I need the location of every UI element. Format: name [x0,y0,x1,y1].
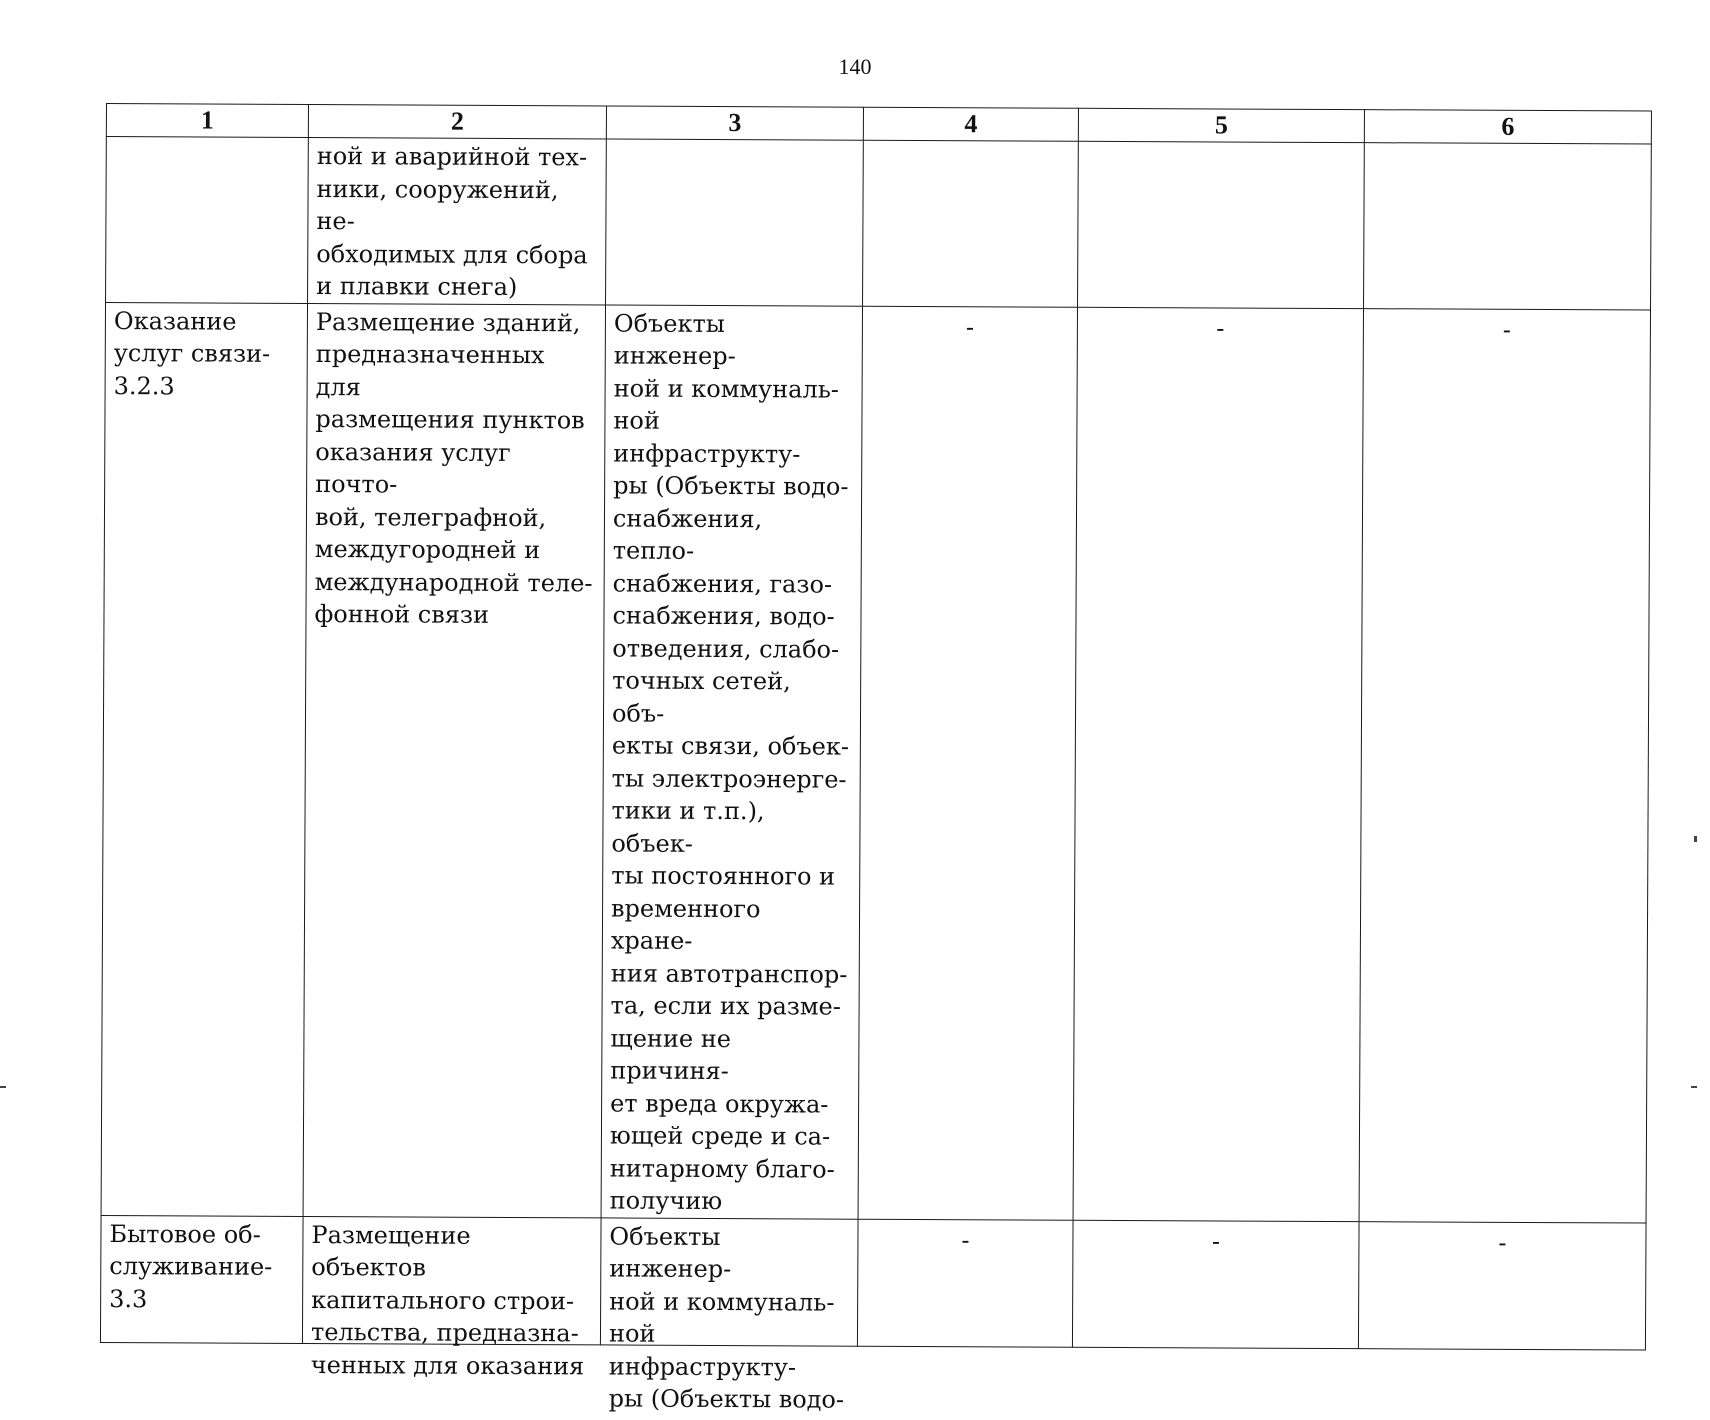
table-cell [606,139,864,306]
table-cell [1073,307,1363,1221]
land-use-table [100,103,1652,1414]
table-row [101,302,1650,1223]
table-cell [1359,308,1650,1222]
cell-text: Объекты инженер- ной и коммуналь- ной инфраструкту- ры (Объекты водо- снабжения, тепло- снабжения, газо- снабжения, водо- отведения, слабо- точных сетей, объ- екты связи, объек- ты электроэнерге- тики и т.п.), объек- ты постоянного и временного хране- ния автотранспор- та, если их разме- щение не причиня- ет вреда окружа- ющей среде и са- нитарному благо- получию [609,308,850,1216]
column-header-6: 6 [1364,110,1651,144]
cell-text: Объекты инженер- ной и коммуналь- ной инфраструкту- ры (Объекты водо- [608,1221,845,1414]
cell-text: - [961,1225,970,1254]
cell-text: - [1502,315,1512,344]
cell-text [1365,143,1651,150]
table-cell [1358,1221,1646,1349]
table-cell [858,306,1077,1220]
column-header-3: 3 [606,106,863,140]
cell-text: Размещение зданий, предназначенных для размещения пунктов оказания услуг почто- вой, телеграфной, междугородней и международной теле- фонной связи [314,307,593,629]
cell-text: - [1211,1226,1221,1255]
table-cell [863,140,1079,307]
column-header-5: 5 [1078,108,1364,142]
table-cell [1364,143,1652,310]
scan-edge-mark [1694,836,1697,842]
table-cell [100,1215,303,1343]
cell-text [107,137,308,140]
table-cell [1072,1220,1359,1348]
table-cell [101,302,307,1216]
cell-text: - [1498,1228,1507,1257]
cell-text: - [1216,313,1225,342]
scan-edge-mark [0,1086,6,1088]
page-number: 140 [838,54,872,79]
table-cell [600,1217,858,1414]
scan-edge-mark [1691,1086,1697,1088]
table-cell [601,304,862,1218]
cell-text: - [965,312,975,341]
table-cell [302,1216,601,1380]
cell-text [607,139,863,142]
cell-text [1079,142,1364,149]
table-cell [857,1219,1073,1347]
cell-text [864,141,1078,148]
column-header-2: 2 [308,104,606,138]
column-header-1: 1 [106,104,308,138]
table-cell [303,303,605,1217]
table-cell [1078,141,1365,308]
table-cell [106,137,309,303]
cell-text: Оказание услуг связи- 3.2.3 [113,306,271,400]
cell-text: Бытовое об- служивание- 3.3 [109,1219,273,1313]
table-row [106,137,1652,310]
table-cell [308,137,607,304]
cell-text: ной и аварийной тех- ники, сооружений, не- обходимых для сбора и плавки снега) [316,142,588,302]
cell-text: Размещение объектов капитального строи- тельства, предназна- ченных для оказания [310,1220,585,1380]
column-header-4: 4 [863,107,1078,141]
table-row [100,1215,1646,1350]
